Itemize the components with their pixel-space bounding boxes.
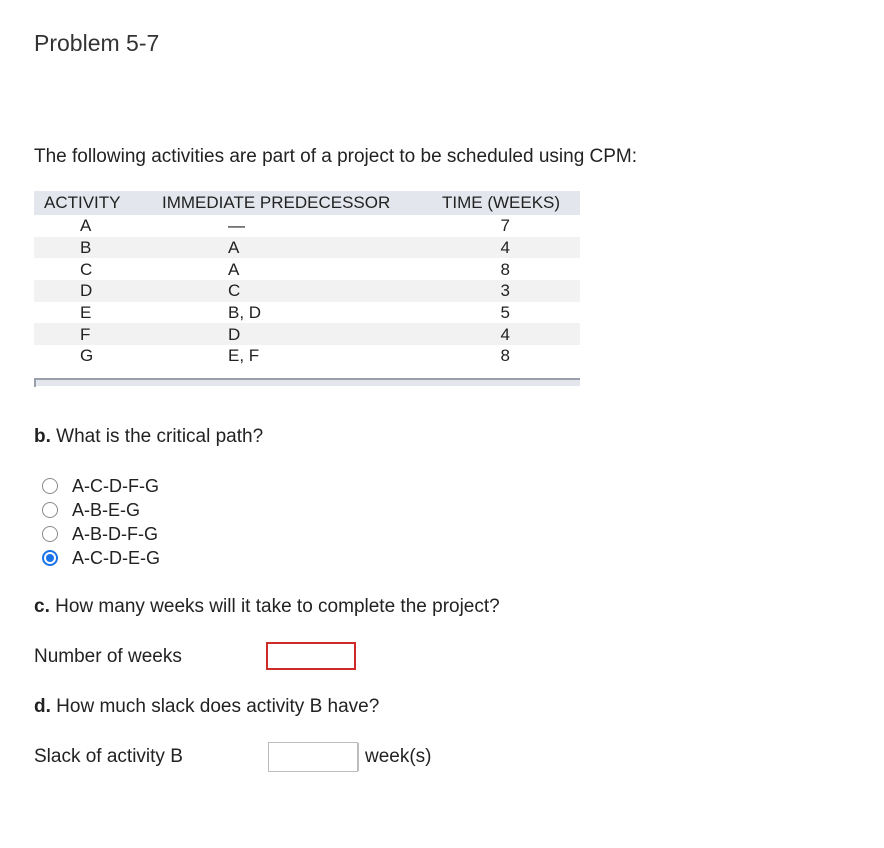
radio-button-selected[interactable] [42,550,58,566]
cell-predecessor: A [228,259,240,279]
intro-text: The following activities are part of a project to be scheduled using CPM: [34,146,638,167]
question-b [34,426,263,448]
cell-predecessor: A [152,237,432,259]
cell-time: 7 [500,216,510,236]
table-header-row [34,191,580,215]
option-label: A-B-D-F-G [72,523,158,544]
radio-button[interactable] [42,478,58,494]
cell-time: 4 [432,323,580,345]
cell-activity: D [34,280,152,302]
radio-button[interactable] [42,502,58,518]
cell-time: 3 [432,280,580,302]
slack-input[interactable] [268,742,358,772]
cell-time: 4 [432,237,580,259]
table-row [34,258,580,280]
weeks-label: Number of weeks [34,646,182,667]
option-abdfg[interactable] [42,522,160,546]
option-label: A-B-E-G [72,499,141,520]
table-row [34,280,580,302]
table-row [34,215,580,237]
cell-time: 8 [500,346,510,366]
question-c [34,596,500,618]
question-d-letter: d. [34,696,51,717]
cell-predecessor: D [152,323,432,345]
cell-activity: B [34,237,152,259]
activity-table [34,191,580,367]
slack-label: Slack of activity B [34,746,183,767]
radio-button[interactable] [42,526,58,542]
cell-activity: E [80,303,92,323]
option-label: A-C-D-E-G [72,547,160,568]
weeks-input[interactable] [266,642,356,670]
critical-path-options [42,474,160,570]
option-acdfg[interactable] [42,474,160,498]
cell-activity: F [34,323,152,345]
table-footer-bar [34,378,580,386]
problem-title: Problem 5-7 [34,30,160,56]
question-c-letter: c. [34,596,50,617]
question-d-text: How much slack does activity B have? [50,696,380,717]
table-row [34,323,580,345]
slack-unit: week(s) [358,743,432,771]
cell-activity: A [80,216,92,236]
table-row [34,345,580,367]
option-label: A-C-D-F-G [72,475,159,496]
cell-predecessor: E, F [228,346,260,366]
table-row [34,302,580,324]
cell-activity: G [80,346,94,366]
cell-predecessor: B, D [228,303,262,323]
question-d [34,696,379,718]
table-row [34,237,580,259]
header-predecessor: IMMEDIATE PREDECESSOR [152,191,432,215]
option-acdeg[interactable] [42,546,160,570]
cell-predecessor: — [228,216,245,236]
question-b-text: What is the critical path? [50,426,264,447]
cell-time: 8 [500,259,510,279]
cell-activity: C [80,259,93,279]
question-c-text: How many weeks will it take to complete the project? [49,596,500,617]
question-b-letter: b. [34,426,51,447]
header-time: TIME (WEEKS) [432,191,580,215]
option-abeg[interactable] [42,498,160,522]
cell-predecessor: C [152,280,432,302]
header-activity: ACTIVITY [34,191,152,215]
cell-time: 5 [500,303,510,323]
